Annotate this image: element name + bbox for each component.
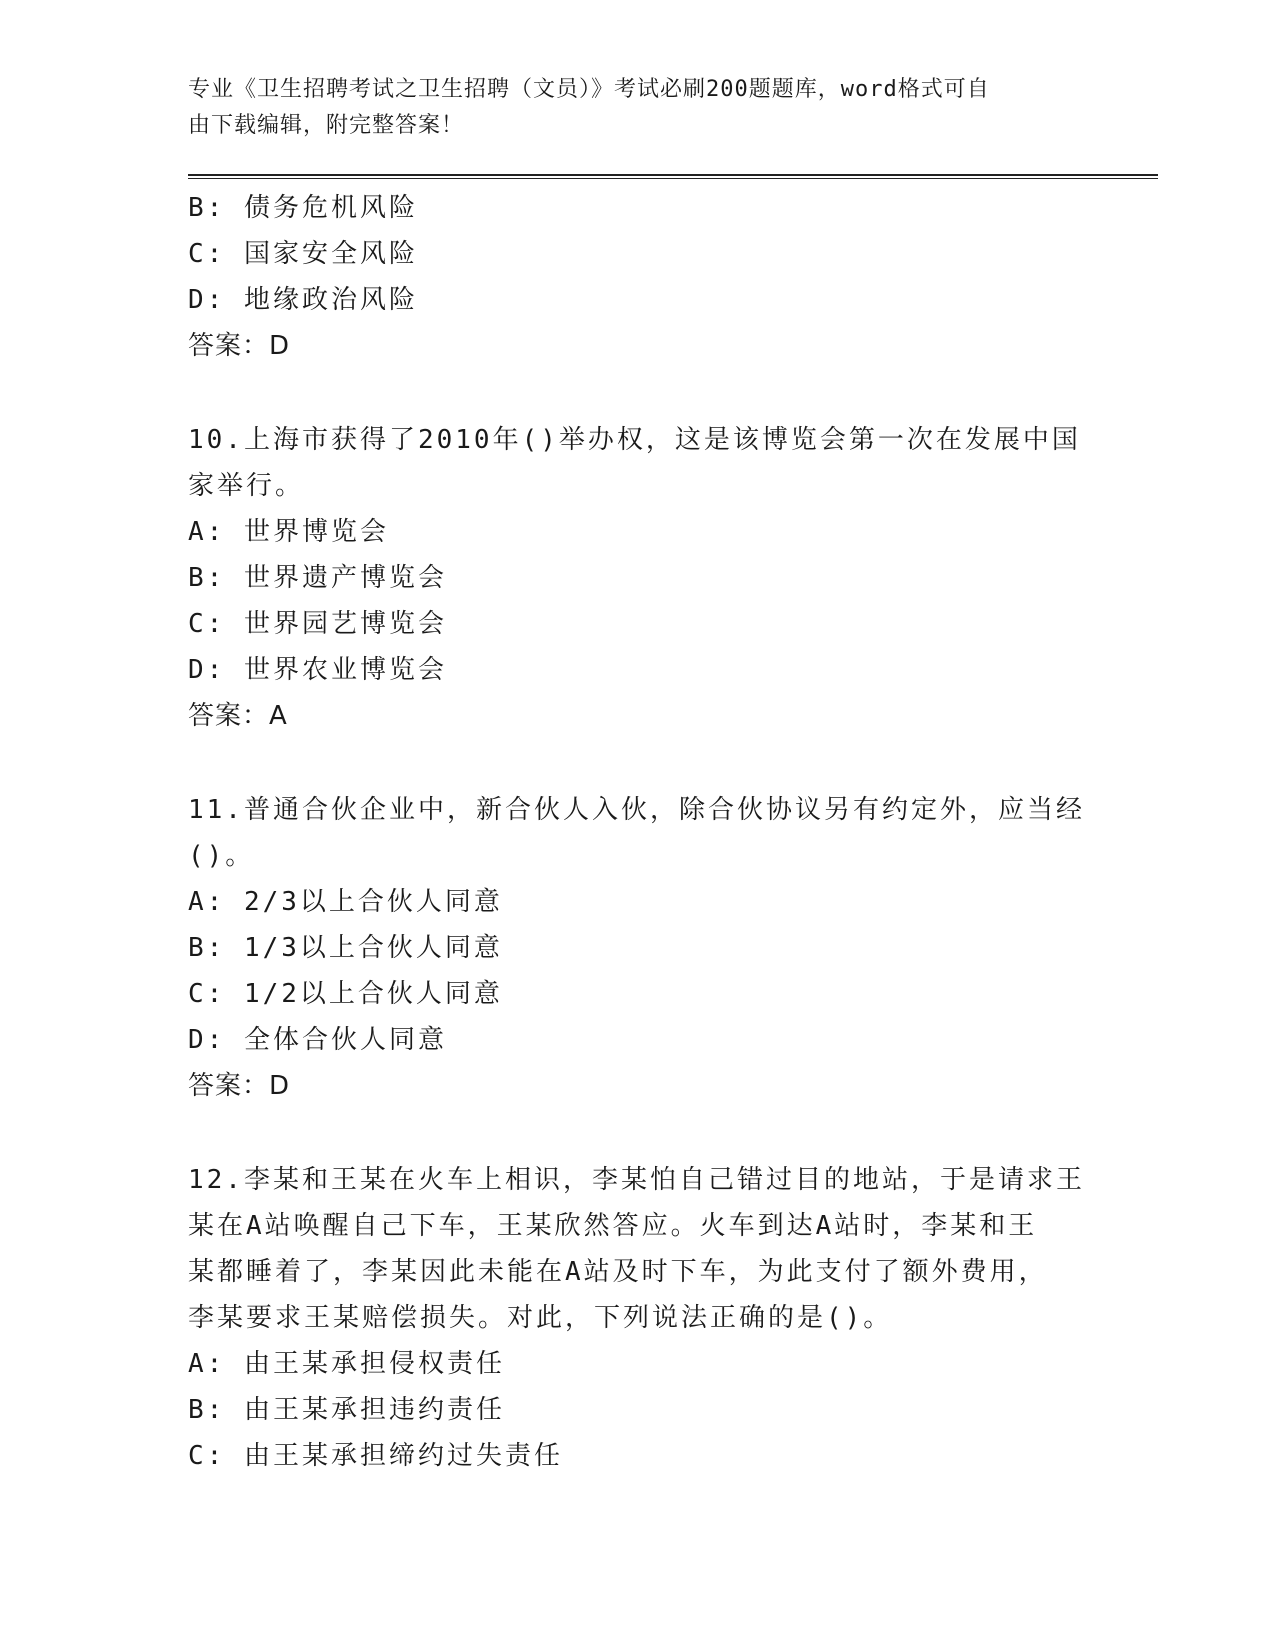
option-c: C: 由王某承担缔约过失责任 xyxy=(188,1441,563,1471)
option-d: D: 地缘政治风险 xyxy=(188,285,418,315)
document-header xyxy=(188,72,1068,144)
option-d: D: 世界农业博览会 xyxy=(188,655,447,685)
prev-question xyxy=(188,185,1158,369)
question-stem-line: 某都睡着了，李某因此未能在A站及时下车，为此支付了额外费用， xyxy=(188,1257,1048,1287)
question-stem-line: 家举行。 xyxy=(188,471,305,501)
option-b: B: 1/3以上合伙人同意 xyxy=(188,933,503,963)
option-c: C: 1/2以上合伙人同意 xyxy=(188,979,503,1009)
answer-line: 答案：D xyxy=(188,1071,291,1101)
answer-line: 答案：D xyxy=(188,331,291,361)
question-stem-line: 10.上海市获得了2010年()举办权，这是该博览会第一次在发展中国 xyxy=(188,425,1081,455)
header-divider xyxy=(188,174,1158,179)
header-line-1: 专业《卫生招聘考试之卫生招聘（文员）》考试必刷200题题库，word格式可自 xyxy=(188,77,990,102)
question-stem-line: 12.李某和王某在火车上相识，李某怕自己错过目的地站，于是请求王 xyxy=(188,1165,1085,1195)
option-b: B: 由王某承担违约责任 xyxy=(188,1395,505,1425)
question-12 xyxy=(188,1157,1158,1479)
option-d: D: 全体合伙人同意 xyxy=(188,1025,447,1055)
option-a: A: 由王某承担侵权责任 xyxy=(188,1349,505,1379)
question-stem-line: 某在A站唤醒自己下车，王某欣然答应。火车到达A站时，李某和王 xyxy=(188,1211,1038,1241)
question-10 xyxy=(188,417,1158,739)
option-c: C: 世界园艺博览会 xyxy=(188,609,447,639)
option-a: A: 世界博览会 xyxy=(188,517,389,547)
question-11 xyxy=(188,787,1158,1109)
question-content xyxy=(188,185,1158,1479)
answer-line: 答案：A xyxy=(188,701,288,731)
option-b: B: 债务危机风险 xyxy=(188,193,418,223)
option-a: A: 2/3以上合伙人同意 xyxy=(188,887,503,917)
question-stem-line: 李某要求王某赔偿损失。对此，下列说法正确的是()。 xyxy=(188,1303,893,1333)
option-b: B: 世界遗产博览会 xyxy=(188,563,447,593)
question-stem-line: ()。 xyxy=(188,841,255,871)
header-line-2: 由下载编辑，附完整答案！ xyxy=(188,113,465,138)
document-page xyxy=(188,0,1158,1479)
option-c: C: 国家安全风险 xyxy=(188,239,418,269)
question-stem-line: 11.普通合伙企业中，新合伙人入伙，除合伙协议另有约定外，应当经 xyxy=(188,795,1085,825)
